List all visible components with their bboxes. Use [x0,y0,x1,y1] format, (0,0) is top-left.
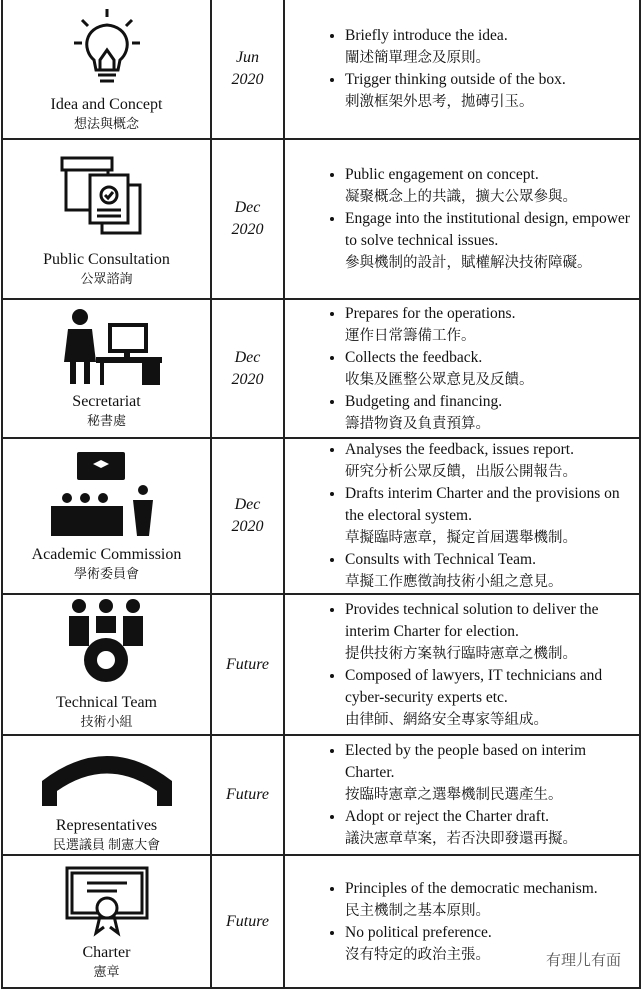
stage-name: Technical Team [56,694,157,711]
description-cell [284,299,640,438]
date-cell [211,139,284,299]
stage-name-zh: 想法與概念 [73,116,139,131]
date-month: Dec [234,199,261,216]
table-row [2,594,640,735]
date-cell [211,594,284,735]
bullet-zh: 籌措物資及負責預算。 [345,415,490,432]
bullet-zh: 刺激框架外思考，拋磚引玉。 [345,94,534,110]
stage-name: Academic Commission [31,545,182,563]
bullet-en: Drafts interim Charter and the provisions on the electoral system. [345,485,620,524]
bullet-item [345,549,639,593]
bullet-item [345,878,639,922]
stage-cell [2,299,211,438]
date-cell [211,438,284,594]
stage-name: Charter [82,943,131,961]
bullet-en: Adopt or reject the Charter draft. [345,808,549,825]
timeline-table [1,0,641,989]
bullet-en: Analyses the feedback, issues report. [345,441,574,458]
stage-name: Secretariat [72,393,141,410]
team-gear-icon [3,598,210,693]
bullet-en: Budgeting and financing. [345,392,503,410]
bullet-en: Collects the feedback. [345,348,483,366]
date-year: 2020 [231,221,264,238]
bullet-en: Consults with Technical Team. [345,551,536,568]
table-row [2,299,640,438]
bullet-item [345,806,639,850]
bullet-item [345,69,639,113]
bullet-en: Trigger thinking outside of the box. [345,71,566,88]
bullet-zh: 研究分析公眾反饋，出版公開報告。 [345,464,577,480]
bullet-en: Elected by the people based on interim Charter. [345,742,587,781]
table-row [2,0,640,139]
secretary-icon [3,307,210,392]
bullet-item [345,347,639,391]
date-cell [211,855,284,988]
table-row [2,139,640,299]
certificate-icon [3,863,210,943]
bullet-zh: 按臨時憲章之選舉機制民選產生。 [345,787,563,803]
commission-icon [3,450,210,545]
date-cell [211,0,284,139]
bullet-en: Engage into the institutional design, empower to solve technical issues. [345,210,630,249]
bullet-zh: 草擬臨時憲章，擬定首屆選舉機制。 [345,530,577,546]
table-row [2,735,640,855]
stage-name-zh: 秘書處 [86,413,126,428]
bullet-item [345,25,639,69]
description-cell [284,0,640,139]
description-cell [284,594,640,735]
stage-name-zh: 技術小組 [80,714,133,729]
bullet-zh: 闡述簡單理念及原則。 [345,50,490,66]
bullet-zh: 議決憲章草案，若否決即發還再擬。 [345,831,577,847]
bullet-item [345,303,639,347]
stage-name-zh: 憲章 [93,963,120,979]
bullet-zh: 民主機制之基本原則。 [345,902,490,919]
description-cell [284,438,640,594]
date-cell [211,735,284,855]
bullet-zh: 收集及匯整公眾意見及反饋。 [345,371,534,388]
date-year: 2020 [231,370,264,388]
date-month: Dec [234,348,261,366]
bullet-item [345,599,639,665]
bullet-item [345,483,639,549]
date-year: 2020 [231,518,264,535]
stage-name-zh: 學術委員會 [73,565,139,581]
stage-name: Representatives [55,817,158,834]
bullet-en: Composed of lawyers, IT technicians and cyber-security experts etc. [345,666,603,706]
bullet-en: Public engagement on concept. [345,166,539,183]
date-month: Jun [235,49,260,66]
bullet-item [345,439,639,483]
watermark: 有理儿有面 [545,951,621,969]
bullet-item [345,740,639,806]
stage-cell [2,438,211,594]
date-month: Future [226,912,269,930]
stage-name: Public Consultation [43,251,170,268]
bullet-zh: 沒有特定的政治主張。 [345,946,490,963]
description-cell [284,735,640,855]
bullet-zh: 提供技術方案執行臨時憲章之機制。 [345,645,577,662]
table-row [2,438,640,594]
assembly-icon [3,736,210,816]
table-row [2,855,640,988]
bullet-en: Briefly introduce the idea. [345,27,508,44]
bullet-zh: 凝聚概念上的共識，擴大公眾參與。 [345,189,577,205]
bullet-zh: 參與機制的設計，賦權解決技術障礙。 [345,255,592,271]
bullet-item [345,208,639,274]
documents-icon [3,150,210,250]
stage-cell [2,0,211,139]
bullet-zh: 由律師、網絡安全專家等組成。 [345,711,548,728]
bullet-en: Provides technical solution to deliver the interim Charter for election. [345,600,599,640]
bullet-en: Prepares for the operations. [345,304,516,322]
bullet-item [345,391,639,435]
date-year: 2020 [231,71,264,88]
stage-cell [2,855,211,988]
date-cell [211,299,284,438]
stage-name-zh: 公眾諮詢 [80,271,133,286]
stage-name-zh: 民選議員 制憲大會 [52,837,161,852]
description-cell [284,139,640,299]
stage-cell [2,139,211,299]
lightbulb-icon [3,5,210,95]
stage-cell [2,735,211,855]
date-month: Dec [234,496,261,513]
bullet-zh: 草擬工作應徵詢技術小組之意見。 [345,574,563,590]
bullet-zh: 運作日常籌備工作。 [345,327,476,344]
bullet-en: Principles of the democratic mechanism. [345,879,598,897]
date-month: Future [226,786,269,803]
bullet-en: No political preference. [345,923,492,941]
bullet-item [345,164,639,208]
date-month: Future [226,655,269,673]
stage-name: Idea and Concept [50,96,163,113]
bullet-item [345,665,639,731]
stage-cell [2,594,211,735]
